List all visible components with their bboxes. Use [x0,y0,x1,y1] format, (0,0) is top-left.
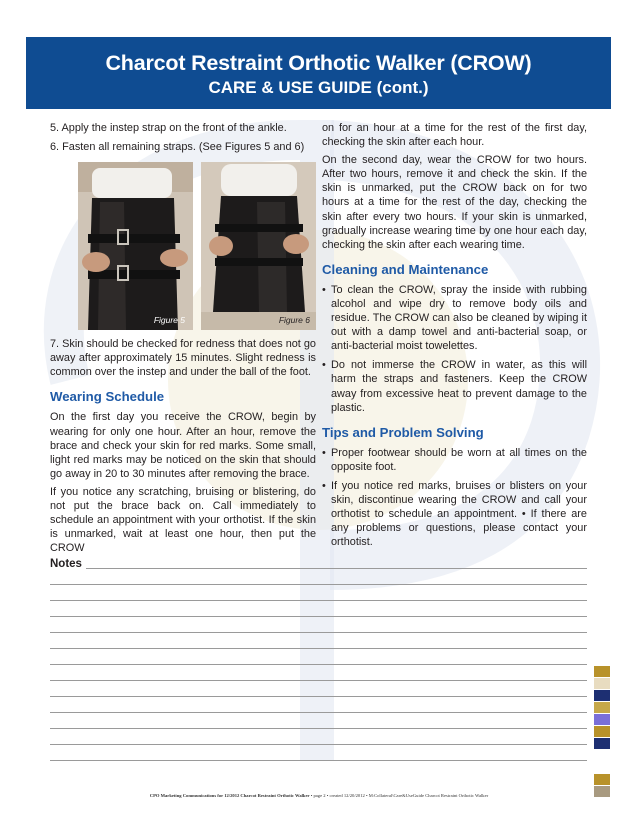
footer [0,793,638,798]
list-item: • Do not immerse the CROW in water, as this will harm the straps and fasteners. Keep the CROW away from excessive heat to prevent damage to the plastic. [322,358,587,414]
footer-rest: • page 2 • created 12/20/2012 • M:Collateral\Care&UseGuide Charcot Restraint Orthotic Walker [309,793,489,798]
tips-heading: Tips and Problem Solving [322,424,484,440]
note-line [50,760,587,761]
note-line [50,696,587,697]
list-item: • To clean the CROW, spray the inside with rubbing alcohol and wipe dry to remove body oils and residue. The CROW can also be cleaned by wiping it out with a damp towel and anti-bacterial soap, or anti-bacterial moist towelettes. [322,283,587,353]
continued-paragraph: on for an hour at a time for the rest of the first day, checking the skin after each hour. [322,122,587,149]
figures-row [78,162,316,330]
note-line [50,584,587,585]
wearing-paragraph-2: If you notice any scratching, bruising or blistering, do not put the brace back on. Call immediately to schedule an appointment with your orthotist. If the skin is unmarked, wait at least one hour, then put the CROW [50,485,316,555]
page-title: Charcot Restraint Orthotic Walker (CROW) [105,51,532,75]
footer-bold: CPO Marketing Communications for 12/2012 Charcot Restraint Orthotic Walker [149,793,310,798]
step-7: 7. Skin should be checked for redness that does not go away after approximately 15 minutes. Slight redness is common over the instep and under the ball of the foot. [50,338,316,379]
note-line [50,648,587,649]
note-line [50,600,587,601]
wearing-schedule-heading: Wearing Schedule [50,389,165,405]
cleaning-heading: Cleaning and Maintenance [322,261,489,277]
tips-list [322,446,587,550]
color-swatch [594,690,610,701]
note-line [50,632,587,633]
color-swatch-strip [594,666,610,798]
note-line [50,728,587,729]
color-swatch [594,666,610,677]
step-6: 6. Fasten all remaining straps. (See Figures 5 and 6) [50,141,305,154]
figure-6-image [201,162,316,330]
left-column [50,121,316,559]
figure-5-image [78,162,193,330]
page-subtitle: CARE & USE GUIDE (cont.) [208,78,429,97]
color-swatch [594,774,610,785]
color-swatch [594,762,610,773]
title-banner [26,37,611,109]
note-line [50,680,587,681]
wearing-paragraph-1: On the first day you receive the CROW, begin by wearing for only one hour. After an hour, remove the brace and check your skin for red marks. Some small, light red marks may be noticed on the skin that should go away in 20 to 30 minutes after removing the brace. [50,411,316,480]
note-line [50,744,587,745]
note-line [50,664,587,665]
color-swatch [594,714,610,725]
figure-5-photo [78,162,193,330]
color-swatch [594,750,610,761]
note-line [86,568,587,569]
color-swatch [594,738,610,749]
figure-6-photo [201,162,316,330]
list-item: • Proper footwear should be worn at all times on the opposite foot. [322,446,587,474]
cleaning-list [322,283,587,415]
color-swatch [594,726,610,737]
list-item: • If you notice red marks, bruises or blisters on your skin, discontinue wearing the CROW and call your orthotist to schedule an appointment. • If there are any problems or questions, please contact your orthotist. [322,479,587,549]
step-5: 5. Apply the instep strap on the front of the ankle. [50,122,287,134]
note-line [50,712,587,713]
second-day-paragraph: On the second day, wear the CROW for two hours. After two hours, remove it and check the skin. If the skin is unmarked, put the CROW back on for two hours at a time for the rest of the day, checking the skin after every two hours. If your skin is unmarked, gradually increase wearing time by one hour each day, checking the skin after each wearing time. [322,154,587,251]
right-column [322,121,587,554]
color-swatch [594,702,610,713]
notes-label: Notes [50,558,82,570]
figure-5-caption: Figure 5 [153,315,185,326]
figure-6-caption: Figure 6 [278,315,310,326]
note-line [50,616,587,617]
color-swatch [594,678,610,689]
